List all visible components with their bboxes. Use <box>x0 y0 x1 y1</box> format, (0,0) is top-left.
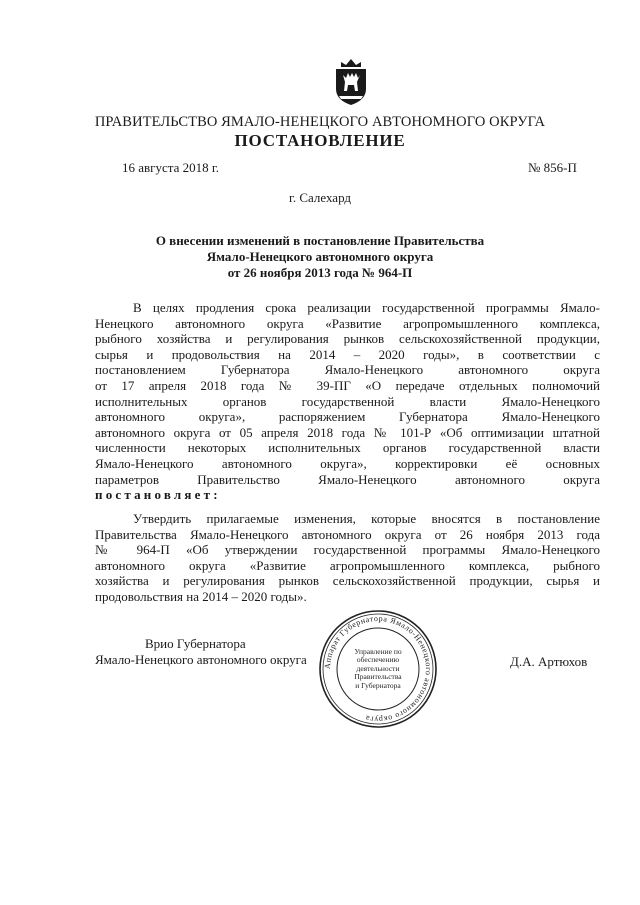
text-line: Правительства Ямало-Ненецкого автономного округа от 26 ноября 2013 года <box>95 526 600 542</box>
stamp-ring-text: Аппарат Губернатора Ямало-Ненецкого автономного округа <box>322 613 434 725</box>
stamp-center-text <box>317 608 439 730</box>
text-line: численности некоторых исполнительных органов государственной власти <box>95 440 600 456</box>
stamp-line: Правительства <box>354 672 402 682</box>
subject-line: О внесении изменений в постановление Правительства <box>155 233 485 248</box>
resolution-paragraph <box>95 511 600 605</box>
document-type: ПОСТАНОВЛЕНИЕ <box>234 131 406 150</box>
text-line: автономного округа», распоряжением Губернатора Ямало-Ненецкого <box>95 409 600 425</box>
stamp-line: обеспечению <box>356 655 400 665</box>
text-line: Ненецкого автономного округа «Развитие агропромышленного комплекса, <box>95 315 600 331</box>
decree-word: постановляет: <box>95 487 221 503</box>
subject-line: от 26 ноября 2013 года № 964-П <box>227 265 413 280</box>
text-line: постановлением Губернатора Ямало-Ненецкого автономного округа <box>95 362 600 378</box>
text-line: № 964-П «Об утверждении государственной программы Ямало-Ненецкого <box>95 542 600 558</box>
signatory-name: Д.А. Артюхов <box>510 654 588 669</box>
document-city: г. Салехард <box>288 190 352 205</box>
text-line: продовольствия на 2014 – 2020 годы». <box>95 588 307 604</box>
government-title: ПРАВИТЕЛЬСТВО ЯМАЛО-НЕНЕЦКОГО АВТОНОМНОГО ОКРУГА <box>94 114 546 130</box>
position-line: Ямало-Ненецкого автономного округа <box>95 652 307 667</box>
text-line: хозяйства и регулирования рынков сельскохозяйственной продукции, сырья и <box>95 573 600 589</box>
stamp-line: деятельности <box>356 663 400 673</box>
coat-of-arms-icon <box>333 58 369 106</box>
preamble-paragraph <box>95 300 600 503</box>
official-stamp <box>317 608 439 730</box>
text-line: Утвердить прилагаемые изменения, которые вносятся в постановление <box>133 511 600 526</box>
text-line: В целях продления срока реализации государственной программы Ямало- <box>133 300 600 315</box>
text-line: автономного округа «Развитие агропромышленного комплекса, рыбного <box>95 557 600 573</box>
stamp-line: Управление по <box>354 646 402 656</box>
subject-line: Ямало-Ненецкого автономного округа <box>206 249 434 264</box>
document-date: 16 августа 2018 г. <box>122 160 219 175</box>
text-line: Ямало-Ненецкого автономного округа», корректировки её основных <box>95 455 600 471</box>
document-subject <box>0 233 640 281</box>
signatory-position <box>95 636 307 668</box>
position-line: Врио Губернатора <box>145 636 246 651</box>
text-line: рыбного хозяйства и регулирования рынков сельскохозяйственной продукции, <box>95 331 600 347</box>
stamp-line: и Губернатора <box>355 680 401 690</box>
text-line: от 17 апреля 2018 года № 39-ПГ «О передаче отдельных полномочий <box>95 377 600 393</box>
document-number: № 856-П <box>528 160 577 175</box>
text-line: автономного округа от 05 апреля 2018 года № 101-Р «Об оптимизации штатной <box>95 424 600 440</box>
text-line: сырья и продовольствия на 2014 – 2020 годы», в соответствии с <box>95 346 600 362</box>
text-line: исполнительных органов государственной власти Ямало-Ненецкого <box>95 393 600 409</box>
text-line: параметров Правительство Ямало-Ненецкого автономного округа <box>95 471 600 487</box>
